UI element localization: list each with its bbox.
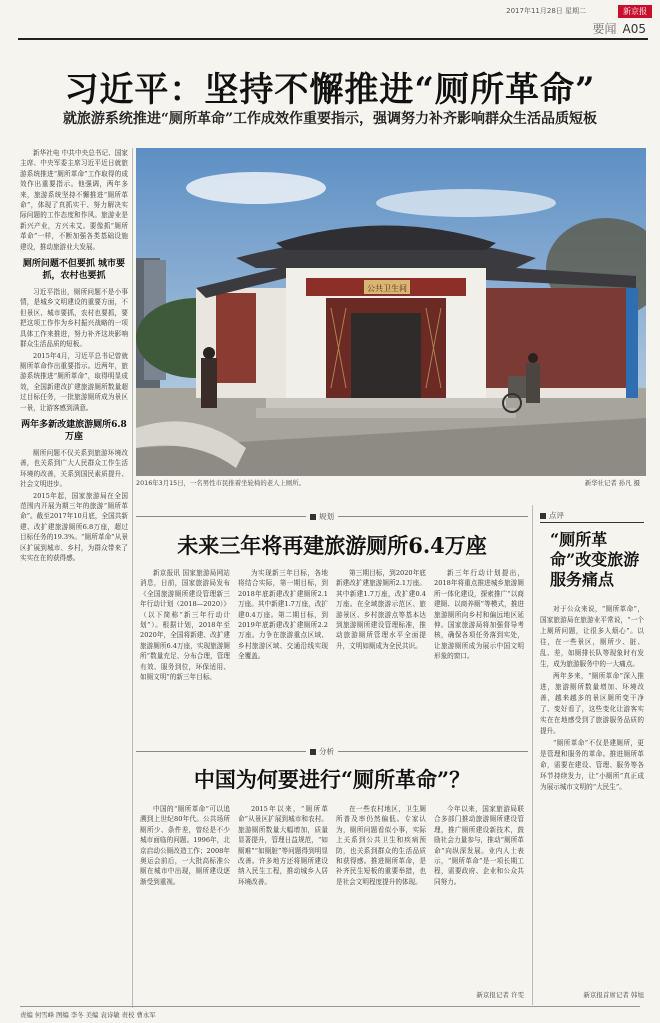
sidebar-body xyxy=(540,604,644,986)
article1-column: 新三年行动计划提出，2018年将重点推进城乡旅游厕所一体化建设，探索推广“以商建厕、以商养厕”等模式，推进旅游厕所向乡村和偏远地区延伸。国家旅游局将加强督导考核，确保各项任务落到实处，让旅游厕所成为展示中国文明形象的窗口。 xyxy=(434,569,524,661)
left-paragraph: 2015年4月，习近平总书记曾就厕所革命作出重要指示。近两年，旅游系统推进“厕所革命”，取得明显成效，全国新建改扩建旅游厕所数量超过目标任务，一批旅游厕所成为景区一景，让游客感到满意。 xyxy=(20,351,128,412)
left-paragraph: 厕所问题不仅关系到旅游环境改善，也关系到广大人民群众工作生活环境的改善，关系到国民素质提升、社会文明进步。 xyxy=(20,448,128,489)
column-divider xyxy=(532,505,533,1005)
tag-label: 分析 xyxy=(319,747,334,756)
paper-badge: 新京报 xyxy=(618,5,652,18)
sidebar-paragraph: 对于公众来说，“厕所革命”，国家旅游局在旅游业平常说，“一个上厕所问题，让很多人烦心”。以往，在一些景区，厕所少、脏、乱、差，如厕排长队等现象时有发生，成为旅游服务中的一大痛点。 xyxy=(540,605,644,668)
article1-column: 第三期目标，到2020年底新建改扩建旅游厕所2.1万座。其中新建1.7万座，改扩建0.4万座。在全域旅游示范区、旅游景区、乡村旅游点等基本达到旅游厕所建设管理标准，推动旅游厕所管理水平全面提升，文明如厕成为全民共识。 xyxy=(336,569,426,650)
column-divider xyxy=(132,148,133,1008)
photo-illustration xyxy=(136,148,646,476)
page-headline: 习近平：坚持不懈推进“厕所革命” xyxy=(64,70,596,110)
article2-column: 中国的“厕所革命”可以追溯到上世纪80年代。公共场所厕所少、条件差，曾经是不少城市面临的问题。1996年，北京启动公厕改造工作；2008年奥运会前后，一大批高标准公厕在城市中出现，厕所建设逐渐受到重视。 xyxy=(140,805,230,886)
tag-square-icon xyxy=(540,513,546,519)
article2-column: 在一些农村地区，卫生厕所普及率仍然偏低。专家认为，厕所问题看似小事，实际上关系到公共卫生和疾病预防，也关系到群众的生活品质和获得感。推进厕所革命，是补齐民生短板的重要举措，也是社会文明程度提升的体现。 xyxy=(336,805,426,886)
top-rule xyxy=(18,38,648,40)
article2-body xyxy=(140,804,524,988)
sidebar-paragraph: “厕所革命”不仅是建厕所，更是管理和服务的革命。推进厕所革命，需要在建设、管理、服务等各环节持续发力，让“小厕所”真正成为展示城市文明的“大民生”。 xyxy=(540,739,644,791)
caption-text: 2016年3月15日，一名男性市民推着坐轮椅的老人上厕所。 xyxy=(136,479,306,487)
sidebar-tag xyxy=(540,510,564,521)
article1-tag xyxy=(306,511,338,522)
tag-label: 规划 xyxy=(319,512,334,521)
article1-title: 未来三年将再建旅游厕所6.4万座 xyxy=(177,533,487,558)
left-paragraph: 习近平指出，厕所问题不是小事情，是城乡文明建设的重要方面，不但景区、城市要抓，农村也要抓，要把这项工作作为乡村振兴战略的一项具体工作来推进，努力补齐这块影响群众生活品质的短板。 xyxy=(20,288,128,349)
article1-body xyxy=(140,568,524,746)
section-name: 要闻 xyxy=(592,22,617,36)
article1-column: 为实现新三年目标，各地将结合实际，第一期目标，到2018年底新建改扩建厕所2.1万座。其中新建1.7万座，改扩建0.4万座。第二期目标，到2019年底新建改扩建厕所2.2万座。力争在旅游重点区域、乡村旅游区域、交通沿线实现全覆盖。 xyxy=(238,569,328,661)
page-subhead: 就旅游系统推进“厕所革命”工作成效作重要指示，强调努力补齐影响群众生活品质短板 xyxy=(62,111,598,127)
article2-column: 今年以来，国家旅游局联合多部门推动旅游厕所建设管理，推广厕所建设新技术，鼓励社会力量参与，推动“厕所革命”向纵深发展。业内人士表示，“厕所革命”是一项长期工程，需要政府、企业和公众共同努力。 xyxy=(434,805,524,886)
sidebar-credit: 新京报首席记者 韩旭 xyxy=(583,991,644,999)
section-label xyxy=(593,20,647,37)
article2-tag xyxy=(306,746,338,757)
left-paragraph: 2015年起，国家旅游局在全国范围内开展为期三年的旅游“厕所革命”。截至2017年10月底，全国共新建、改扩建旅游厕所6.8万座，超过目标任务的19.3%。“厕所革命”从景区扩展到城市、乡村，为群众带来了实实在在的获得感。 xyxy=(20,491,128,562)
left-paragraph: 新华社电 中共中央总书记、国家主席、中央军委主席习近平近日就旅游系统推进“厕所革命”工作取得的成效作出重要指示。他强调，两年多来，旅游系统坚持不懈推进“厕所革命”，体现了真抓实干、努力解决实际问题的工作态度和作风。旅游业是新兴产业，方兴未艾。要像抓“厕所革命”一样，不断加强各类基础设施建设，推动旅游业大发展。 xyxy=(20,149,128,251)
tag-label: 点评 xyxy=(549,511,564,520)
left-subheading: 两年多新改建旅游厕所6.8万座 xyxy=(21,419,127,442)
sidebar-title: “厕所革命”改变旅游服务痛点 xyxy=(550,530,640,589)
sidebar-rule xyxy=(540,522,644,523)
page-footer: 责编 何雪峰 图编 李冬 美编 袁诗敏 责校 曹永军 xyxy=(20,1006,640,1019)
sidebar-paragraph: 两年多来，“厕所革命”深入推进，旅游厕所数量增加、环境改善，越来越多的景区厕所变干净了、变好看了，这些变化让游客实实在在地感受到了旅游服务品质的提升。 xyxy=(540,672,644,735)
article1-column: 新京报讯 国家旅游局网站消息，日前，国家旅游局发布《全国旅游厕所建设管理新三年行动计划（2018—2020）》（以下简称“新三年行动计划”）。根据计划，2018年至2020年，全国将新建、改扩建旅游厕所6.4万座，实现旅游厕所“数量充足、分布合理，管理有效、服务到位，环保适用、如厕文明”的新三年目标。 xyxy=(140,569,230,682)
tag-square-icon xyxy=(310,749,316,755)
sign-text: 公共卫生间 xyxy=(367,284,407,293)
tag-square-icon xyxy=(310,514,316,520)
masthead-strip xyxy=(0,4,660,18)
article2-credit: 新京报记者 许雯 xyxy=(476,991,524,999)
issue-date: 2017年11月28日 星期二 xyxy=(506,7,586,15)
left-column-article xyxy=(20,148,128,564)
photo-caption xyxy=(136,478,646,488)
article2-column: 2015年以来，“厕所革命”从景区扩展到城市和农村。旅游厕所数量大幅增加，质量显著提升，管理日益规范，“如厕难”“如厕脏”等问题得到明显改善。许多地方还将厕所建设纳入民生工程，推动城乡人居环境改善。 xyxy=(238,805,328,886)
left-subheading: 厕所问题不但要抓 城市要抓，农村也要抓 xyxy=(22,259,126,282)
article2-title: 中国为何要进行“厕所革命”？ xyxy=(193,767,471,792)
page-number: A05 xyxy=(622,22,646,36)
photo-credit: 新华社记者 孙凡 摄 xyxy=(584,479,640,487)
news-photo xyxy=(136,148,646,476)
